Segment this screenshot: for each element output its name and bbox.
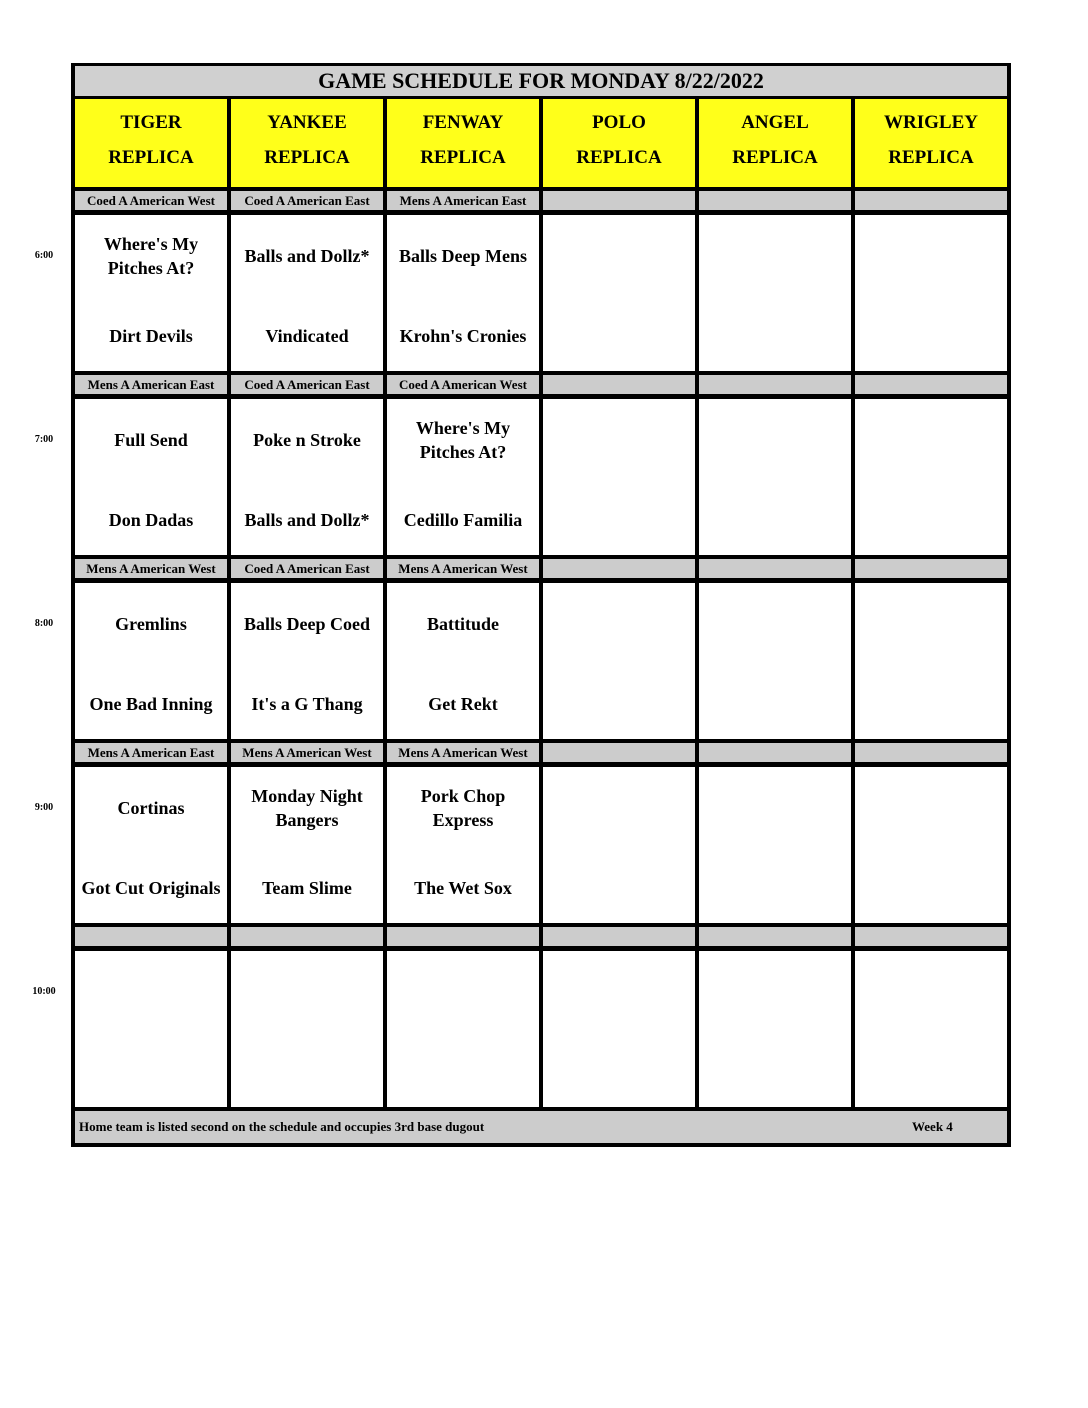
away-team: Balls Deep Coed: [244, 614, 370, 634]
division-label: [543, 927, 695, 946]
game-cell: [855, 215, 1007, 371]
away-team: [857, 951, 1005, 1033]
game-cell: [699, 767, 851, 923]
division-label: Coed A American East: [231, 559, 383, 578]
home-team: [857, 849, 1005, 927]
venue-header: [75, 99, 227, 187]
away-team: [545, 215, 693, 297]
division-label: [543, 559, 695, 578]
game-cell: [387, 399, 539, 555]
home-team: Don Dadas: [108, 510, 194, 530]
home-team: Cedillo Familia: [403, 510, 523, 530]
home-team: [701, 1033, 849, 1111]
time-label: 8:00: [34, 618, 54, 629]
venue-subtitle: REPLICA: [732, 147, 818, 168]
away-team: Gremlins: [115, 614, 187, 634]
home-team: [545, 481, 693, 559]
away-team: Poke n Stroke: [253, 430, 361, 450]
division-label: [699, 927, 851, 946]
home-team: [701, 481, 849, 559]
schedule-footer: [75, 1111, 1007, 1143]
game-cell: [387, 583, 539, 739]
venue-name: FENWAY: [422, 112, 504, 133]
division-label: Coed A American East: [231, 191, 383, 210]
away-team: [233, 951, 381, 1033]
away-team: [857, 767, 1005, 849]
game-cell: [855, 951, 1007, 1107]
away-team: Where's My Pitches At?: [415, 418, 511, 462]
away-team: [545, 951, 693, 1033]
home-team: Team Slime: [262, 878, 352, 898]
division-label: [543, 375, 695, 394]
home-team: [545, 1033, 693, 1111]
away-team: [77, 951, 225, 1033]
away-team: [857, 399, 1005, 481]
game-cell: [699, 951, 851, 1107]
home-team: [389, 1033, 537, 1111]
venue-header: [699, 99, 851, 187]
game-cell: [543, 583, 695, 739]
division-label: Mens A American East: [75, 743, 227, 762]
division-label: [699, 191, 851, 210]
home-team: [545, 665, 693, 743]
away-team: [545, 767, 693, 849]
division-label: [855, 927, 1007, 946]
home-team: [701, 297, 849, 375]
game-cell: [699, 583, 851, 739]
venue-name: TIGER: [120, 112, 182, 133]
away-team: [857, 215, 1005, 297]
away-team: [389, 951, 537, 1033]
home-team: [701, 665, 849, 743]
division-label: [543, 743, 695, 762]
home-team: [545, 849, 693, 927]
game-cell: [75, 399, 227, 555]
home-team: [857, 481, 1005, 559]
game-cell: [387, 215, 539, 371]
division-label: Coed A American East: [231, 375, 383, 394]
game-cell: [231, 583, 383, 739]
game-cell: [855, 583, 1007, 739]
home-team: [857, 665, 1005, 743]
division-label: Mens A American West: [387, 559, 539, 578]
schedule-table: [71, 63, 1011, 1147]
game-cell: [855, 399, 1007, 555]
game-cell: [543, 951, 695, 1107]
game-cell: [543, 767, 695, 923]
home-team: [233, 1033, 381, 1111]
venue-header: [543, 99, 695, 187]
venue-subtitle: REPLICA: [888, 147, 974, 168]
away-team: Pork Chop Express: [420, 786, 506, 830]
game-cell: [231, 399, 383, 555]
away-team: [701, 215, 849, 297]
away-team: Where's My Pitches At?: [103, 234, 199, 278]
away-team: [701, 951, 849, 1033]
game-cell: [231, 215, 383, 371]
game-cell: [387, 767, 539, 923]
away-team: Balls and Dollz*: [244, 246, 370, 266]
home-team: The Wet Sox: [414, 878, 512, 898]
away-team: Cortinas: [117, 798, 185, 818]
venue-subtitle: REPLICA: [108, 147, 194, 168]
division-label: Mens A American West: [75, 559, 227, 578]
division-label: Coed A American West: [75, 191, 227, 210]
venue-subtitle: REPLICA: [576, 147, 662, 168]
venue-header: [387, 99, 539, 187]
division-label: Mens A American West: [387, 743, 539, 762]
home-team: Got Cut Originals: [81, 878, 221, 898]
home-team: Krohn's Cronies: [399, 326, 527, 346]
time-label: 7:00: [34, 434, 54, 445]
venue-name: ANGEL: [741, 112, 809, 133]
division-label: [699, 743, 851, 762]
home-team: [545, 297, 693, 375]
division-label: Mens A American East: [387, 191, 539, 210]
division-label: [855, 375, 1007, 394]
week-label: Week 4: [912, 1119, 953, 1134]
time-label: 10:00: [32, 986, 56, 997]
game-cell: [699, 399, 851, 555]
division-label: [855, 191, 1007, 210]
division-label: [699, 559, 851, 578]
game-cell: [231, 767, 383, 923]
venue-name: POLO: [592, 112, 646, 133]
game-cell: [699, 215, 851, 371]
division-label: [855, 559, 1007, 578]
home-team: [857, 297, 1005, 375]
time-label: 9:00: [34, 802, 54, 813]
time-label: 6:00: [34, 250, 54, 261]
home-team: [857, 1033, 1005, 1111]
home-team: [77, 1033, 225, 1111]
division-label: Mens A American East: [75, 375, 227, 394]
venue-subtitle: REPLICA: [420, 147, 506, 168]
home-team: Get Rekt: [428, 694, 498, 714]
home-team: Vindicated: [265, 326, 349, 346]
venue-header: [231, 99, 383, 187]
home-team: Dirt Devils: [109, 326, 193, 346]
venue-name: WRIGLEY: [884, 112, 978, 133]
division-label: [699, 375, 851, 394]
footer-note: Home team is listed second on the schedule and occupies 3rd base dugout: [79, 1119, 485, 1134]
away-team: Monday Night Bangers: [251, 786, 363, 830]
home-team: One Bad Inning: [89, 694, 213, 714]
division-label: [855, 743, 1007, 762]
division-label: Mens A American West: [231, 743, 383, 762]
away-team: [545, 399, 693, 481]
away-team: [701, 399, 849, 481]
game-cell: [75, 951, 227, 1107]
game-cell: [543, 399, 695, 555]
home-team: It's a G Thang: [251, 694, 363, 714]
game-cell: [75, 583, 227, 739]
away-team: Full Send: [114, 430, 188, 450]
division-label: [387, 927, 539, 946]
division-label: Coed A American West: [387, 375, 539, 394]
away-team: Battitude: [427, 614, 499, 634]
away-team: Balls Deep Mens: [399, 246, 527, 266]
division-label: [543, 191, 695, 210]
venue-subtitle: REPLICA: [264, 147, 350, 168]
away-team: [545, 583, 693, 665]
home-team: [701, 849, 849, 927]
division-label: [231, 927, 383, 946]
game-cell: [855, 767, 1007, 923]
away-team: [701, 767, 849, 849]
home-team: Balls and Dollz*: [244, 510, 370, 530]
away-team: [857, 583, 1005, 665]
game-cell: [231, 951, 383, 1107]
game-cell: [387, 951, 539, 1107]
game-cell: [543, 215, 695, 371]
game-cell: [75, 215, 227, 371]
venue-name: YANKEE: [267, 112, 347, 133]
division-label: [75, 927, 227, 946]
away-team: [701, 583, 849, 665]
venue-header: [855, 99, 1007, 187]
game-cell: [75, 767, 227, 923]
schedule-title: GAME SCHEDULE FOR MONDAY 8/22/2022: [75, 66, 1007, 96]
